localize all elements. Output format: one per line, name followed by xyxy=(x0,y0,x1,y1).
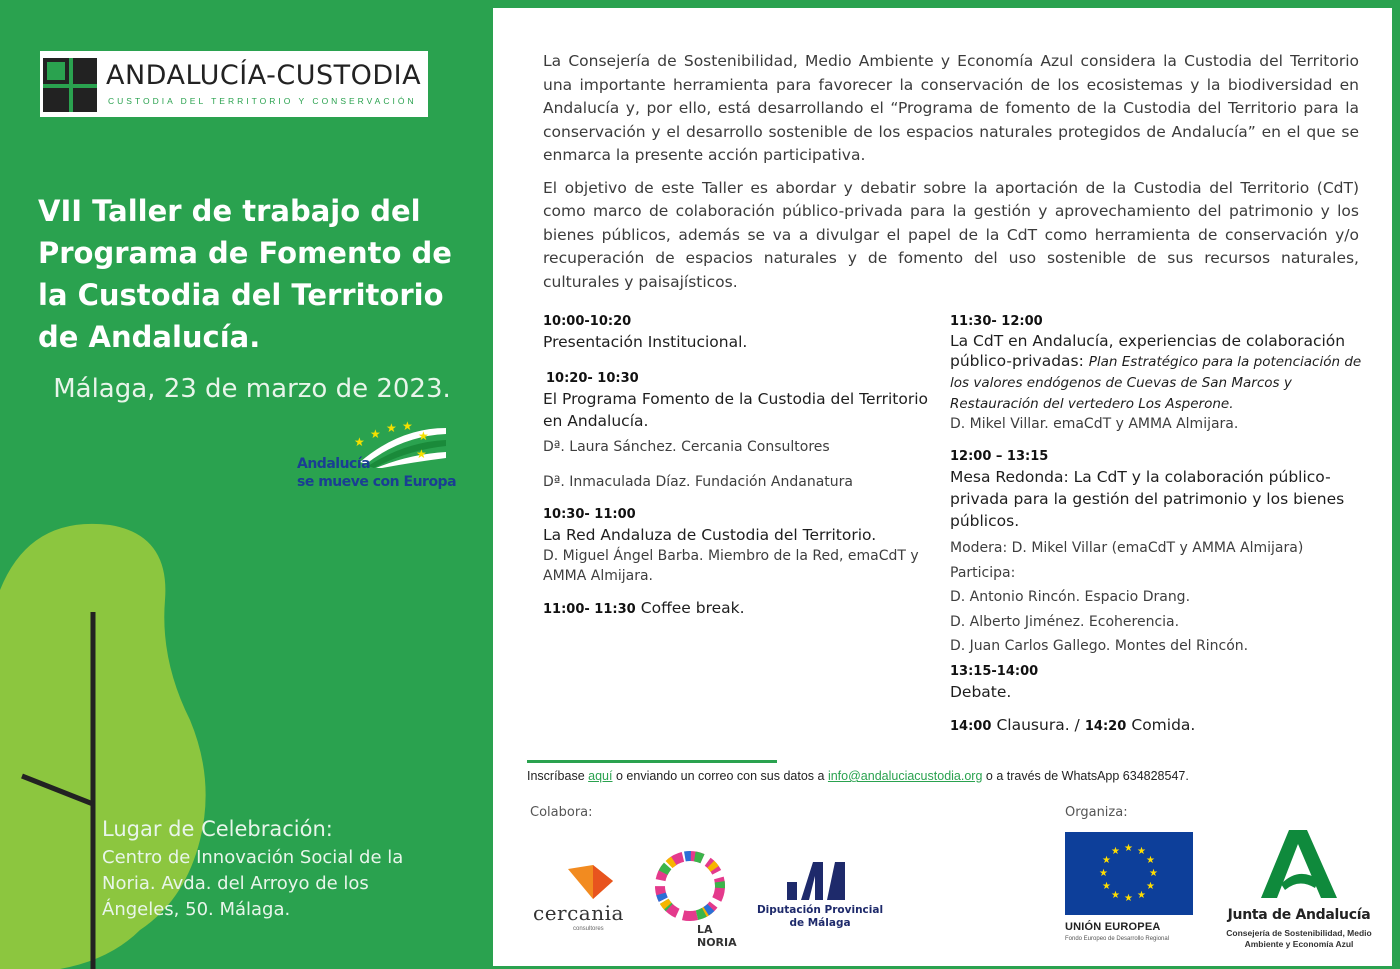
junta-sub: Consejería de Sostenibilidad, Medio Ambiente y Economía Azul xyxy=(1226,928,1372,949)
cercania-logo xyxy=(533,863,648,933)
slot-participant: D. Juan Carlos Gallego. Montes del Rincón. xyxy=(950,638,1249,654)
slot-speaker: Dª. Inmaculada Díaz. Fundación Andanatura xyxy=(543,474,853,490)
slot-title: Mesa Redonda: La CdT y la colaboración público-privada para la gestión del patrimonio y los bienes públicos. xyxy=(950,468,1345,530)
svg-text:★: ★ xyxy=(1137,890,1146,901)
slot-time: 11:30- 12:00 xyxy=(950,314,1043,329)
eu-slogan-line2: se mueve con Europa xyxy=(297,474,457,490)
noria-name: LA NORIA xyxy=(697,923,737,949)
right-panel xyxy=(493,8,1392,966)
slot-moderator: Modera: D. Mikel Villar (emaCdT y AMMA Almijara) xyxy=(950,540,1304,556)
intro-paragraph-1: La Consejería de Sostenibilidad, Medio Ambiente y Economía Azul considera la Custodia del Territorio una importante herramienta para favorecer la conservación de los ecosistemas y la biodiversidad en Andalucía y, por ello, está desarrollando el “Programa de fomento de la Custodia del Territorio para la conservación y el desarrollo sostenible de los espacios naturales protegidos de Andalucía” en el que se enmarca la presente acción participativa. xyxy=(543,52,1359,164)
svg-text:★: ★ xyxy=(1111,846,1120,857)
intro-paragraph-2: El objetivo de este Taller es abordar y debatir sobre la aportación de la Custodia del Territorio (CdT) como marco de colaboración público-privada para la gestión y aprovechamiento del patrimonio y los bienes públicos, además se va a divulgar el papel de la CdT como herramienta de conservación y/o recuperación de espacios naturales y de fomento del uso sostenible de sus recursos naturales, culturales y paisajísticos. xyxy=(543,178,1359,291)
email-link[interactable]: info@andaluciacustodia.org xyxy=(827,769,983,783)
slot-time: 12:00 – 13:15 xyxy=(950,449,1049,464)
svg-text:★: ★ xyxy=(1111,890,1120,901)
program-column-left xyxy=(543,313,933,617)
junta-a-icon xyxy=(1259,828,1339,900)
cercania-sub: consultores xyxy=(573,926,604,932)
slot-speaker: Dª. Laura Sánchez. Cercania Consultores xyxy=(543,439,830,455)
program-slot xyxy=(950,448,1365,659)
svg-text:★: ★ xyxy=(1102,881,1111,892)
slot-title: Coffee break. xyxy=(640,599,745,617)
slot-title: Presentación Institucional. xyxy=(543,333,748,351)
slot-time: 10:20- 10:30 xyxy=(546,371,639,386)
divider xyxy=(527,760,777,763)
svg-text:★: ★ xyxy=(1137,846,1146,857)
event-place-date: Málaga, 23 de marzo de 2023. xyxy=(53,374,451,404)
ue-logo xyxy=(1065,832,1195,947)
registration-line: Inscríbase aquí o enviando un correo con sus datos a info@andaluciacustodia.org o a través de WhatsApp 634828547. xyxy=(527,769,1189,783)
slot-time: 13:15-14:00 xyxy=(950,663,1039,679)
slot-participants-label: Participa: xyxy=(950,564,1016,581)
slot-time: 14:00 xyxy=(950,718,992,734)
noria-ring-icon xyxy=(653,850,748,925)
slot-participant: D. Antonio Rincón. Espacio Drang. xyxy=(950,589,1191,605)
svg-text:★: ★ xyxy=(402,419,413,433)
svg-text:★: ★ xyxy=(1149,868,1158,879)
slot-time: 10:00-10:20 xyxy=(543,314,632,329)
svg-text:★: ★ xyxy=(1124,843,1133,854)
ue-sub: Fondo Europeo de Desarrollo Regional xyxy=(1065,936,1170,942)
svg-text:★: ★ xyxy=(370,427,381,441)
junta-name: Junta de Andalucía xyxy=(1227,907,1371,923)
slot-title: El Programa Fomento de la Custodia del Territorio en Andalucía. xyxy=(543,390,929,430)
event-title: VII Taller de trabajo del Programa de Fomento de la Custodia del Territorio de Andalucía. xyxy=(38,194,452,354)
logo-cross-icon xyxy=(43,58,97,112)
svg-text:★: ★ xyxy=(386,421,397,435)
intro-text xyxy=(543,50,1359,303)
svg-text:★: ★ xyxy=(1146,855,1155,866)
slot-title: Clausura. / xyxy=(996,715,1080,734)
slot-title-italic: Plan Estratégico para la potenciación de los valores endógenos de Cuevas de San Marcos y Restauración del vertedero Los Asperone. xyxy=(950,354,1362,412)
colabora-label: Colabora: xyxy=(530,805,593,820)
organiza-label: Organiza: xyxy=(1065,805,1128,820)
eu-slogan-line1: Andalucía xyxy=(297,456,371,472)
slot-title: La Red Andaluza de Custodia del Territorio. xyxy=(543,526,877,544)
registration-link[interactable]: aquí xyxy=(588,769,613,783)
svg-text:★: ★ xyxy=(1146,881,1155,892)
program-slot xyxy=(543,506,933,586)
svg-text:★: ★ xyxy=(418,429,429,443)
slot-time: 11:00- 11:30 xyxy=(543,602,636,617)
andalucia-custodia-logo xyxy=(40,51,428,117)
slot-speaker: D. Mikel Villar. emaCdT y AMMA Almijara. xyxy=(950,416,1239,432)
diputacion-logo xyxy=(755,858,885,938)
slot-title: Debate. xyxy=(950,682,1012,701)
svg-text:★: ★ xyxy=(416,447,427,461)
svg-text:★: ★ xyxy=(1099,868,1108,879)
slot-speaker: D. Miguel Ángel Barba. Miembro de la Red, emaCdT y AMMA Almijara. xyxy=(543,548,919,584)
venue-address: Centro de Innovación Social de la Noria. Avda. del Arroyo de los Ángeles, 50. Málaga. xyxy=(102,847,404,920)
ue-name: UNIÓN EUROPEA xyxy=(1065,921,1161,933)
junta-logo xyxy=(1219,828,1379,950)
svg-text:★: ★ xyxy=(1124,893,1133,904)
venue-block xyxy=(102,815,442,923)
slot-participant: D. Alberto Jiménez. Ecoherencia. xyxy=(950,613,1180,630)
slot-time: 10:30- 11:00 xyxy=(543,507,636,522)
logo-subtitle: CUSTODIA DEL TERRITORIO Y CONSERVACIÓN xyxy=(108,96,417,106)
slot-title: La CdT en Andalucía, experiencias de colaboración público-privadas: Plan Estratégico para la potenciación de los valores endógenos de Cuevas de San Marcos y Restauración del vertedero Los Asperone. xyxy=(950,332,1362,412)
eu-flag-icon xyxy=(1065,832,1193,915)
noria-logo xyxy=(653,850,748,949)
program-slot xyxy=(543,598,933,617)
logo-title: ANDALUCÍA-CUSTODIA xyxy=(106,60,422,91)
slot-time: 14:20 xyxy=(1084,718,1127,734)
left-panel xyxy=(0,0,492,969)
diputacion-m-icon xyxy=(783,858,853,902)
program-slot xyxy=(950,663,1365,703)
program-slot xyxy=(543,370,933,492)
svg-text:★: ★ xyxy=(354,435,365,449)
svg-text:★: ★ xyxy=(1102,855,1111,866)
cercania-mark-icon xyxy=(563,863,623,901)
cercania-name: cercania xyxy=(533,901,624,925)
program-column-right xyxy=(950,313,1365,734)
diputacion-name: Diputación Provincial de Málaga xyxy=(756,904,884,929)
slot-title: Comida. xyxy=(1131,715,1196,734)
venue-heading: Lugar de Celebración: xyxy=(102,817,333,841)
program-slot xyxy=(950,715,1365,734)
program-slot xyxy=(543,313,933,353)
andalucia-europa-logo xyxy=(290,418,457,500)
program-slot xyxy=(950,313,1365,434)
